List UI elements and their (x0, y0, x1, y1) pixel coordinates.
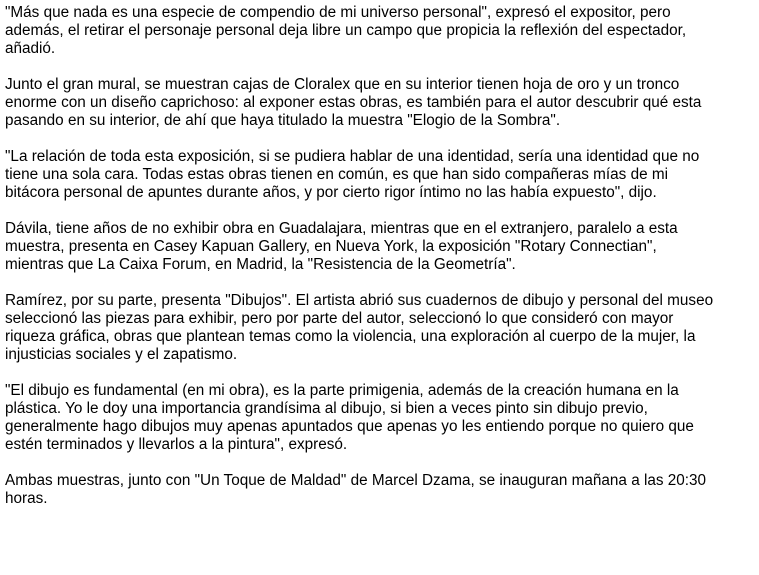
text-line: además, el retirar el personaje personal deja libre un campo que propicia la reflexión del espectador, (5, 22, 687, 39)
text-line: pasando en su interior, de ahí que haya titulado la muestra "Elogio de la Sombra". (5, 112, 561, 129)
text-line: riqueza gráfica, obras que plantean temas como la violencia, una exploración al cuerpo de la mujer, la (5, 328, 696, 345)
text-line: muestra, presenta en Casey Kapuan Gallery, en Nueva York, la exposición "Rotary Connectian", (5, 238, 657, 255)
text-line: Ramírez, por su parte, presenta "Dibujos". El artista abrió sus cuadernos de dibujo y personal del museo (5, 292, 714, 309)
text-line: injusticias sociales y el zapatismo. (5, 346, 238, 363)
text-line: plástica. Yo le doy una importancia grandísima al dibujo, si bien a veces pinto sin dibujo previo, (5, 400, 648, 417)
text-line: añadió. (5, 40, 56, 57)
paragraph-7 (5, 472, 745, 508)
text-line: generalmente hago dibujos muy apenas apuntados que apenas yo les entiendo porque no quiero que (5, 418, 694, 435)
paragraph-5 (5, 292, 745, 364)
text-line: "Más que nada es una especie de compendio de mi universo personal", expresó el expositor, pero (5, 4, 671, 21)
text-line: tiene una sola cara. Todas estas obras tienen en común, es que han sido compañeras mías de mi (5, 166, 668, 183)
text-line: Junto el gran mural, se muestran cajas de Cloralex que en su interior tienen hoja de oro y un tronco (5, 76, 680, 93)
text-line: horas. (5, 490, 48, 507)
text-line: estén terminados y llevarlos a la pintura", expresó. (5, 436, 348, 453)
text-line: mientras que La Caixa Forum, en Madrid, la "Resistencia de la Geometría". (5, 256, 516, 273)
paragraph-6 (5, 382, 745, 454)
text-line: "La relación de toda esta exposición, si se pudiera hablar de una identidad, sería una identidad que no (5, 148, 700, 165)
text-line: "El dibujo es fundamental (en mi obra), es la parte primigenia, además de la creación humana en la (5, 382, 679, 399)
text-line: seleccionó las piezas para exhibir, pero por parte del autor, seleccionó lo que consideró con mayor (5, 310, 674, 327)
text-line: Dávila, tiene años de no exhibir obra en Guadalajara, mientras que en el extranjero, paralelo a esta (5, 220, 678, 237)
paragraph-2 (5, 76, 745, 130)
text-line: enorme con un diseño caprichoso: al exponer estas obras, es también para el autor descubrir qué esta (5, 94, 702, 111)
paragraph-1 (5, 4, 745, 58)
text-line: bitácora personal de apuntes durante años, y por cierto rigor íntimo no las había expuesto", dijo. (5, 184, 657, 201)
text-line: Ambas muestras, junto con "Un Toque de Maldad" de Marcel Dzama, se inauguran mañana a las 20:30 (5, 472, 707, 489)
paragraph-4 (5, 220, 745, 274)
paragraph-3 (5, 148, 745, 202)
